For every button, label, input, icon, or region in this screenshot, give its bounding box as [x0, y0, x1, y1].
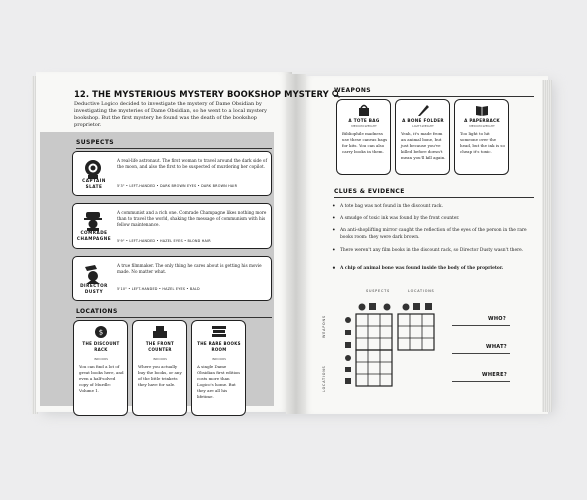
question-who: WHO? [488, 316, 507, 322]
location-card-discount-rack[interactable] [73, 320, 128, 416]
weapon-card-tote-bag[interactable] [336, 99, 391, 175]
section-locations: LOCATIONS [76, 308, 118, 315]
weapon-description: Too light to hit someone over the head, but the ink is so cheap it's toxic. [460, 131, 505, 154]
suspect-description: A communist and a rich one. Comrade Champagne likes nothing more than to travel the world, shaking the message of communism with his fellow maintenance. [117, 210, 267, 227]
suspect-traits: 5'10" • LEFT-HANDED • HAZEL EYES • BALD [117, 287, 200, 291]
svg-text:$: $ [98, 328, 104, 337]
location-card-front-counter[interactable] [132, 320, 187, 416]
comrade-champagne-icon [81, 210, 105, 232]
discount-rack-icon [93, 325, 109, 339]
book-spine [286, 74, 306, 414]
suspect-card-director-dusty[interactable] [72, 256, 272, 301]
section-clues: CLUES & EVIDENCE [334, 188, 405, 195]
captain-slate-icon [81, 158, 105, 180]
divider [76, 148, 272, 149]
bone-folder-icon [416, 103, 430, 117]
suspect-traits: 5'3" • LEFT-HANDED • DARK BROWN EYES • DARK BROWN HAIR [117, 184, 238, 188]
weapon-name: A TOTE BAG [348, 118, 380, 123]
suspect-name: COMRADE CHAMPAGNE [76, 230, 112, 241]
section-suspects: SUSPECTS [76, 139, 115, 146]
weapon-name: A BONE FOLDER [402, 118, 444, 123]
clue-5: • A chip of animal bone was found inside the body of the proprietor. [340, 266, 536, 273]
location-description: A single Dame Obsidian first edition costs more than Logico's home. But they are all his lifetime. [197, 364, 240, 399]
weapon-sub: MEDIUM-WEIGHT [469, 124, 495, 128]
divider [334, 96, 534, 97]
location-sub: INDOORS [93, 357, 109, 361]
logic-grid[interactable] [336, 294, 448, 402]
location-name: THE FRONT COUNTER [145, 341, 175, 352]
rare-books-room-icon [211, 325, 227, 339]
paperback-icon [475, 103, 489, 117]
weapon-sub: LIGHT-WEIGHT [412, 124, 434, 128]
divider [76, 317, 272, 318]
suspect-description: A real-life astronaut. The first woman to travel around the dark side of the moon, and also the first to be suspected of murdering her copilot. [117, 158, 268, 169]
weapon-name: A PAPERBACK [464, 118, 500, 123]
question-where: WHERE? [482, 372, 508, 378]
grid-locations-label: LOCATIONS [408, 289, 435, 293]
suspect-traits: 5'9" • LEFT-HANDED • HAZEL EYES • BLOND HAIR [117, 239, 211, 243]
suspect-name: DIRECTOR DUSTY [80, 283, 108, 294]
suspect-description: A true filmmaker. The only thing he cares about is getting his movie made. No matter what. [117, 263, 262, 274]
clue-2: • A smudge of toxic ink was found by the front counter. [340, 216, 536, 223]
clue-1: • A tote bag was not found in the discount rack. [340, 204, 536, 211]
answer-line-who[interactable] [452, 325, 510, 326]
location-name: THE DISCOUNT RACK [82, 341, 120, 352]
grid-locations-side-label: LOCATIONS [322, 365, 326, 392]
suspect-card-comrade-champagne[interactable] [72, 203, 272, 249]
suspect-name: CAPTAIN SLATE [82, 178, 106, 189]
weapon-sub: MEDIUM-WEIGHT [351, 124, 377, 128]
page-edges [542, 80, 552, 412]
clue-3: • An anti-shoplifting mirror caught the reflection of the eyes of the person in the rare books room: they were dark brown. [340, 228, 536, 241]
tote-bag-icon [357, 103, 371, 117]
section-weapons: WEAPONS [334, 87, 372, 94]
front-counter-icon [152, 325, 168, 339]
weapon-description: Yeah, it's made from an animal bone, but just because you've killed before doesn't mean you'll kill again. [401, 131, 446, 160]
divider [334, 197, 534, 198]
location-sub: INDOORS [152, 357, 168, 361]
chapter-intro: Deductive Logico decided to investigate the mystery of Dame Obsidian by investigating the mysteries of Dame Obsidian, so he went to a local mystery bookshop. But the first mystery he found was the death of the bookshop proprietor. [74, 101, 267, 128]
location-name: THE RARE BOOKS ROOM [197, 341, 241, 352]
grid-suspects-label: SUSPECTS [366, 289, 390, 293]
grid-weapons-label: WEAPONS [322, 315, 326, 338]
question-what: WHAT? [486, 344, 507, 350]
weapon-card-paperback[interactable] [454, 99, 509, 175]
chapter-title: 12. THE MYSTERIOUS MYSTERY BOOKSHOP MYSTERY [74, 89, 340, 99]
location-description: You can find a lot of great books here, and even a half-solved copy of Murdle: Volume 1. [79, 364, 124, 393]
location-card-rare-books-room[interactable] [191, 320, 246, 416]
location-description: Where you actually buy the books, or any of the little trinkets they have for sale. [138, 364, 182, 387]
answer-line-where[interactable] [452, 381, 510, 382]
director-dusty-icon [81, 263, 105, 285]
weapon-card-bone-folder[interactable] [395, 99, 450, 175]
location-sub: INDOORS [211, 357, 227, 361]
clue-4: • There weren't any film books in the discount rack, so Director Dusty wasn't there. [340, 248, 536, 255]
answer-line-what[interactable] [452, 353, 510, 354]
suspect-card-captain-slate[interactable] [72, 151, 272, 196]
weapon-description: Bibliophile madness use these canvas bags for kits. You can also carry books in them. [342, 131, 388, 154]
